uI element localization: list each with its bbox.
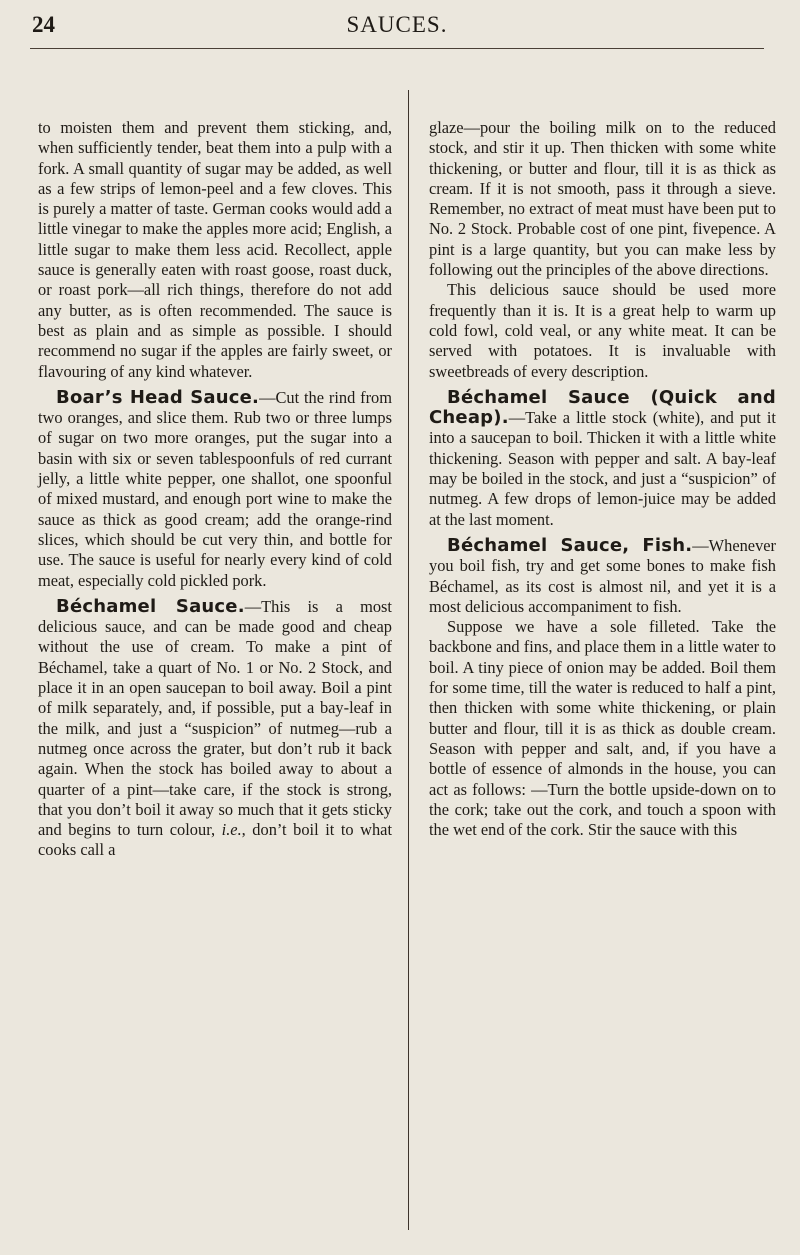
boars-head-text: —Cut the rind from two oranges, and slice them. Rub two or three lumps of sugar on two more oranges, put the sugar into a basin with six or seven tablespoonfuls of red currant jelly, a little white pepper, one shallot, one spoonful of mixed mustard, and enough port wine to make the sauce as thick as good cream; add the orange-rind slices, which should be cut very thin, and bottle for use. The sauce is useful for nearly every kind of cold meat, especially cold pickled pork. bbox=[38, 387, 393, 590]
bechamel-text: —This is a most delicious sauce, and can be made good and cheap without the use of cream. To make a pint of Béchamel, take a quart of No. 1 or No. 2 Stock, and place it in an open saucepan to boil away. Boil a pint of milk separately, and, if possible, put a bay-leaf in the milk, and just a “suspicion” of nutmeg—rub a nutmeg once across the grater, but don’t rub it back again. When the stock has boiled away to about a quarter of a pint—take care, if the stock is strong, that you don’t boil it away so much that it gets sticky and begins to turn colour, bbox=[38, 596, 392, 840]
bechamel-fish-method: Suppose we have a sole filleted. Take the backbone and fins, and place them in a little water to boil. A tiny piece of onion may be added. Boil them for some time, till the water is reduced to half a pint, then thicken with some white thickening, or plain butter and flour, till it is as thick as double cream. Season with pepper and salt, and, if you have a bottle of essence of almonds in the house, you can act as follows: —Turn the bottle upside-down on to the cork; take out the cork, and touch a spoon with the wet end of the cork. Stir the sauce with this bbox=[429, 617, 776, 840]
bechamel-uses: This delicious sauce should be used more frequently than it is. It is a great help to warm up cold fowl, cold veal, or any white meat. It can be served with potatoes. It is invaluable with sweetbreads of every description. bbox=[429, 280, 776, 381]
bechamel-text-end: , don’t boil it to what cooks call a bbox=[38, 820, 392, 860]
left-column bbox=[38, 118, 392, 861]
bechamel-quick-text: —Take a little stock (white), and put it into a saucepan to boil. Thicken it with a little white thickening. Season with pepper and salt. A bay-leaf may be boiled in the stock, and just a “suspicion” of nutmeg. A few drops of lemon-juice may be added at the last moment. bbox=[429, 408, 776, 529]
bechamel-italic-ie: i.e. bbox=[221, 820, 242, 840]
column-divider bbox=[408, 90, 409, 1230]
bechamel-heading: Béchamel Sauce. bbox=[56, 595, 245, 617]
bechamel-fish-entry bbox=[429, 536, 776, 617]
apple-sauce-continued: to moisten them and prevent them sticking, and, when sufficiently tender, beat them into a pulp with a fork. A small quantity of sugar may be added, as well as a few strips of lemon-peel and a few cloves. This is purely a matter of taste. German cooks would add a little vinegar to make the apples more acid; English, a little sugar to make them less acid. Recollect, apple sauce is generally eaten with roast goose, roast duck, or roast pork—all rich things, therefore do not add any butter, as is often recommended. The sauce is best as plain and as simple as possible. I should recommend no sugar if the apples are fairly sweet, or flavouring of any kind whatever. bbox=[38, 118, 392, 381]
bechamel-fish-heading: Béchamel Sauce, Fish. bbox=[447, 534, 693, 556]
right-column bbox=[429, 118, 776, 840]
bechamel-fish-text: —Whenever you boil fish, try and get some bones to make fish Béchamel, as its cost is almost nil, and yet it is a most delicious accompaniment to fish. bbox=[429, 535, 776, 616]
bechamel-sauce-entry bbox=[38, 597, 392, 861]
bechamel-continued: glaze—pour the boiling milk on to the reduced stock, and stir it up. Then thicken with some white thickening, or butter and flour, till it is as thick as cream. If it is not smooth, pass it through a sieve. Remember, no extract of meat must have been put to No. 2 Stock. Probable cost of one pint, fivepence. A pint is a large quantity, but you can make less by following out the principles of the above directions. bbox=[429, 118, 776, 280]
boars-head-heading: Boar’s Head Sauce. bbox=[56, 386, 260, 408]
bechamel-quick-heading: Béchamel Sauce (Quick and Cheap). bbox=[429, 386, 776, 429]
boars-head-sauce-entry bbox=[38, 388, 392, 591]
page-number: 24 bbox=[32, 12, 55, 37]
running-title: SAUCES. bbox=[346, 12, 448, 37]
bechamel-quick-entry bbox=[429, 388, 776, 530]
header-rule bbox=[30, 48, 764, 49]
page-header bbox=[30, 8, 764, 44]
